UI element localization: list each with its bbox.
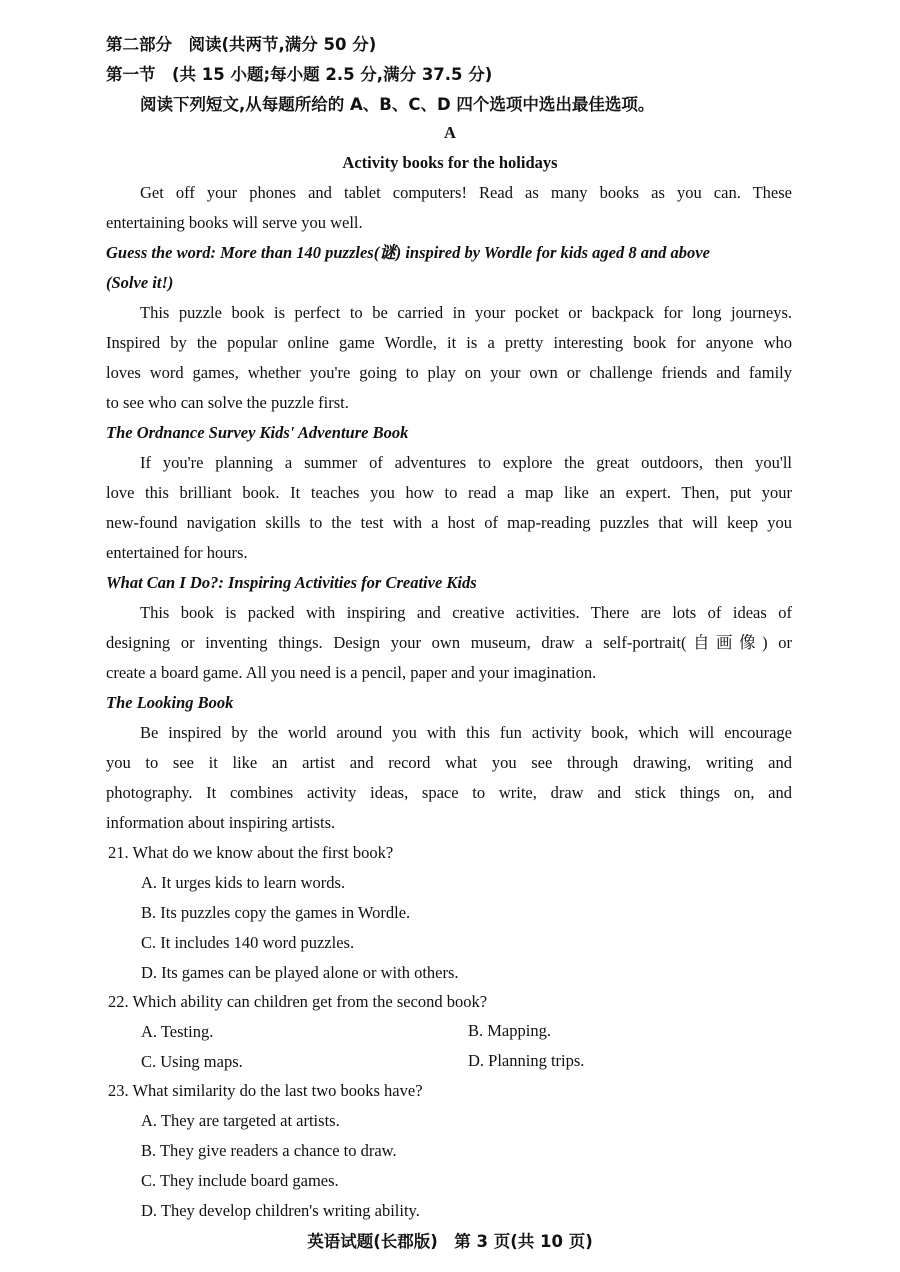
book-1-line-3: loves word games, whether you're going to play on your own or challenge friends and family	[106, 363, 792, 382]
question-21-option-c: C. It includes 140 word puzzles.	[141, 933, 355, 952]
book-3-line-1: This book is packed with inspiring and creative activities. There are lots of ideas of	[140, 603, 792, 622]
question-22-option-d: D. Planning trips.	[468, 1051, 585, 1070]
part-heading: 第二部分 阅读(共两节,满分 50 分)	[106, 35, 377, 54]
book-4-line-2: you to see it like an artist and record what you see through drawing, writing and	[106, 753, 792, 772]
section-heading: 第一节 (共 15 小题;每小题 2.5 分,满分 37.5 分)	[106, 65, 493, 84]
instruction-text: 阅读下列短文,从每题所给的 A、B、C、D 四个选项中选出最佳选项。	[140, 95, 655, 114]
book-4-line-3: photography. It combines activity ideas, space to write, draw and stick things on, and	[106, 783, 792, 802]
book-4-line-1: Be inspired by the world around you with this fun activity book, which will encourage	[140, 723, 792, 742]
question-23-option-b: B. They give readers a chance to draw.	[141, 1141, 397, 1160]
book-3-line-3: create a board game. All you need is a pencil, paper and your imagination.	[106, 663, 597, 682]
book-2-line-1: If you're planning a summer of adventures to explore the great outdoors, then you'll	[140, 453, 792, 472]
book-2-line-3: new-found navigation skills to the test with a host of map-reading puzzles that will keep you	[106, 513, 792, 532]
question-23-option-a: A. They are targeted at artists.	[141, 1111, 340, 1130]
book-1-line-2: Inspired by the popular online game Wordle, it is a pretty interesting book for anyone who	[106, 333, 792, 352]
book-3-heading: What Can I Do?: Inspiring Activities for Creative Kids	[106, 573, 477, 592]
book-1-line-4: to see who can solve the puzzle first.	[106, 393, 349, 412]
intro-line-2: entertaining books will serve you well.	[106, 213, 363, 232]
question-22-option-a: A. Testing.	[141, 1022, 214, 1041]
book-4-line-4: information about inspiring artists.	[106, 813, 336, 832]
question-21-option-d: D. Its games can be played alone or with others.	[141, 963, 459, 982]
page-footer	[0, 1227, 900, 1257]
question-21-option-a: A. It urges kids to learn words.	[141, 873, 346, 892]
book-3-line-2: designing or inventing things. Design your own museum, draw a self-portrait(自画像) or	[106, 633, 792, 652]
book-1-heading: Guess the word: More than 140 puzzles(谜) inspired by Wordle for kids aged 8 and above	[106, 243, 710, 262]
footer-text: 英语试题(长郡版) 第 3 页(共 10 页)	[307, 1232, 593, 1251]
question-22-stem: 22. Which ability can children get from the second book?	[108, 992, 488, 1011]
book-2-line-2: love this brilliant book. It teaches you how to read a map like an expert. Then, put your	[106, 483, 792, 502]
question-23-option-d: D. They develop children's writing ability.	[141, 1201, 420, 1220]
question-22-option-b: B. Mapping.	[468, 1021, 551, 1040]
intro-line-1: Get off your phones and tablet computers! Read as many books as you can. These	[140, 183, 792, 202]
book-2-heading: The Ordnance Survey Kids' Adventure Book	[106, 423, 409, 442]
passage-title: Activity books for the holidays	[342, 153, 558, 172]
book-4-heading: The Looking Book	[106, 693, 234, 712]
book-1-heading-2: (Solve it!)	[106, 273, 174, 292]
book-1-line-1: This puzzle book is perfect to be carried in your pocket or backpack for long journeys.	[140, 303, 792, 322]
passage-letter: A	[444, 123, 456, 142]
question-22-option-c: C. Using maps.	[141, 1052, 243, 1071]
question-21-stem: 21. What do we know about the first book?	[108, 843, 394, 862]
book-2-line-4: entertained for hours.	[106, 543, 248, 562]
question-23-option-c: C. They include board games.	[141, 1171, 339, 1190]
question-21-option-b: B. Its puzzles copy the games in Wordle.	[141, 903, 411, 922]
question-23-stem: 23. What similarity do the last two books have?	[108, 1081, 423, 1100]
